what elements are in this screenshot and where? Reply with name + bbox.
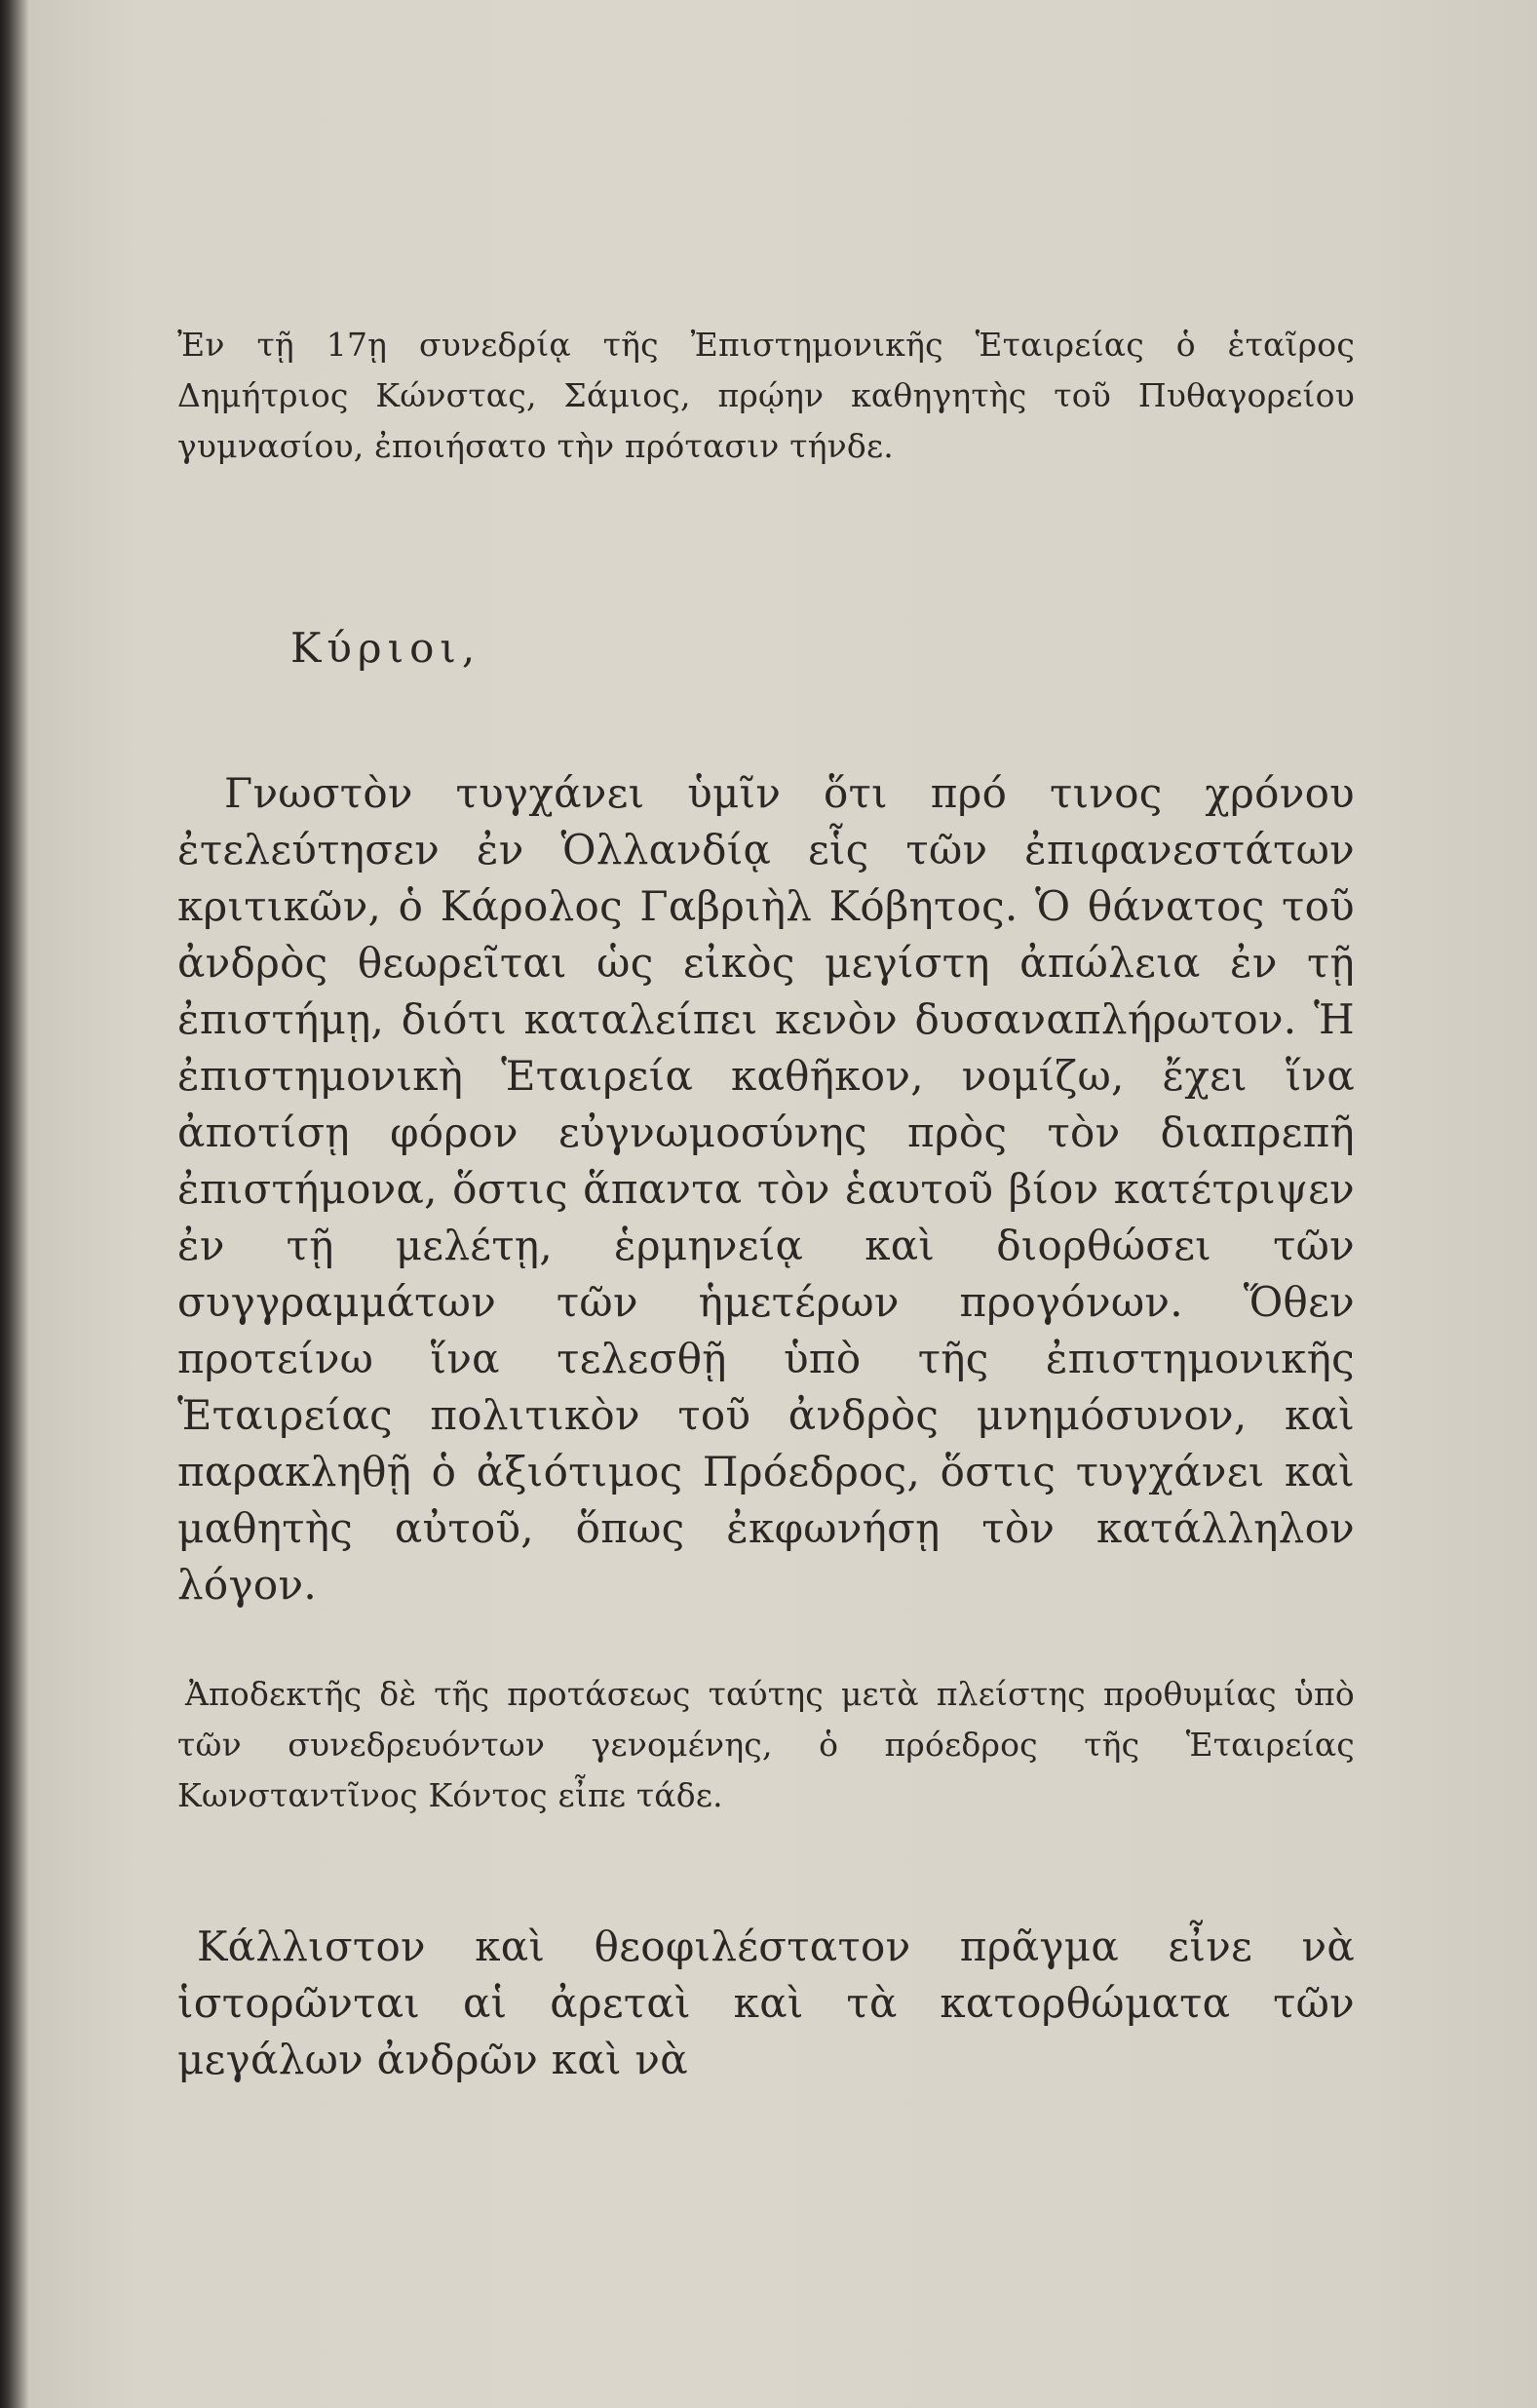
closing-paragraph-start: Κάλλιστον καὶ θεοφιλέστατον πρᾶγμα εἶνε νὰ ἱστορῶνται αἱ ἀρεταὶ καὶ τὰ κατορθώματα τῶν μεγάλων ἀνδρῶν καὶ νὰ <box>177 1923 1355 2083</box>
intro-note: Ἐν τῇ 17ῃ συνεδρίᾳ τῆς Ἐπιστημονικῆς Ἑταιρείας ὁ ἑταῖρος Δημήτριος Κώνστας, Σάμιος, πρῴην καθηγητὴς τοῦ Πυθαγορείου γυμνασίου, ἐποιήσατο τὴν πρότασιν τήνδε. <box>177 326 1355 465</box>
main-paragraph: Γνωστὸν τυγχάνει ὑμῖν ὅτι πρό τινος χρόνου ἐτελεύτησεν ἐν Ὁλλανδίᾳ εἷς τῶν ἐπιφανεστάτων κριτικῶν, ὁ Κάρολος Γαβριὴλ Κόβητος. Ὁ θάνατος τοῦ ἀνδρὸς θεωρεῖται ὡς εἰκὸς μεγίστη ἀπώλεια ἐν τῇ ἐπιστήμῃ, διότι καταλείπει κενὸν δυσαναπλήρωτον. Ἡ ἐπιστημονικὴ Ἑταιρεία καθῆκον, νομίζω, ἔχει ἵνα ἀποτίσῃ φόρον εὐγνωμοσύνης πρὸς τὸν διαπρεπῆ ἐπιστήμονα, ὅστις ἅπαντα τὸν ἑαυτοῦ βίον κατέτριψεν ἐν τῇ μελέτῃ, ἑρμηνείᾳ καὶ διορθώσει τῶν συγγραμμάτων τῶν ἡμετέρων προγόνων. Ὅθεν προτείνω ἵνα τελεσθῇ ὑπὸ τῆς ἐπιστημονικῆς Ἑταιρείας πολιτικὸν τοῦ ἀνδρὸς μνημόσυνον, καὶ παρακληθῇ ὁ ἀξιότιμος Πρόεδρος, ὅστις τυγχάνει καὶ μαθητὴς αὐτοῦ, ὅπως ἐκφωνήσῃ τὸν κατάλληλον λόγον. <box>177 769 1355 1609</box>
salutation: Κύριοι, <box>290 624 481 672</box>
book-spine-shadow <box>0 0 29 2408</box>
reply-intro-note: Ἀποδεκτῆς δὲ τῆς προτάσεως ταύτης μετὰ πλείστης προθυμίας ὑπὸ τῶν συνεδρευόντων γενομένης, ὁ πρόεδρος τῆς Ἑταιρείας Κωνσταντῖνος Κόντος εἶπε τάδε. <box>177 1675 1355 1814</box>
